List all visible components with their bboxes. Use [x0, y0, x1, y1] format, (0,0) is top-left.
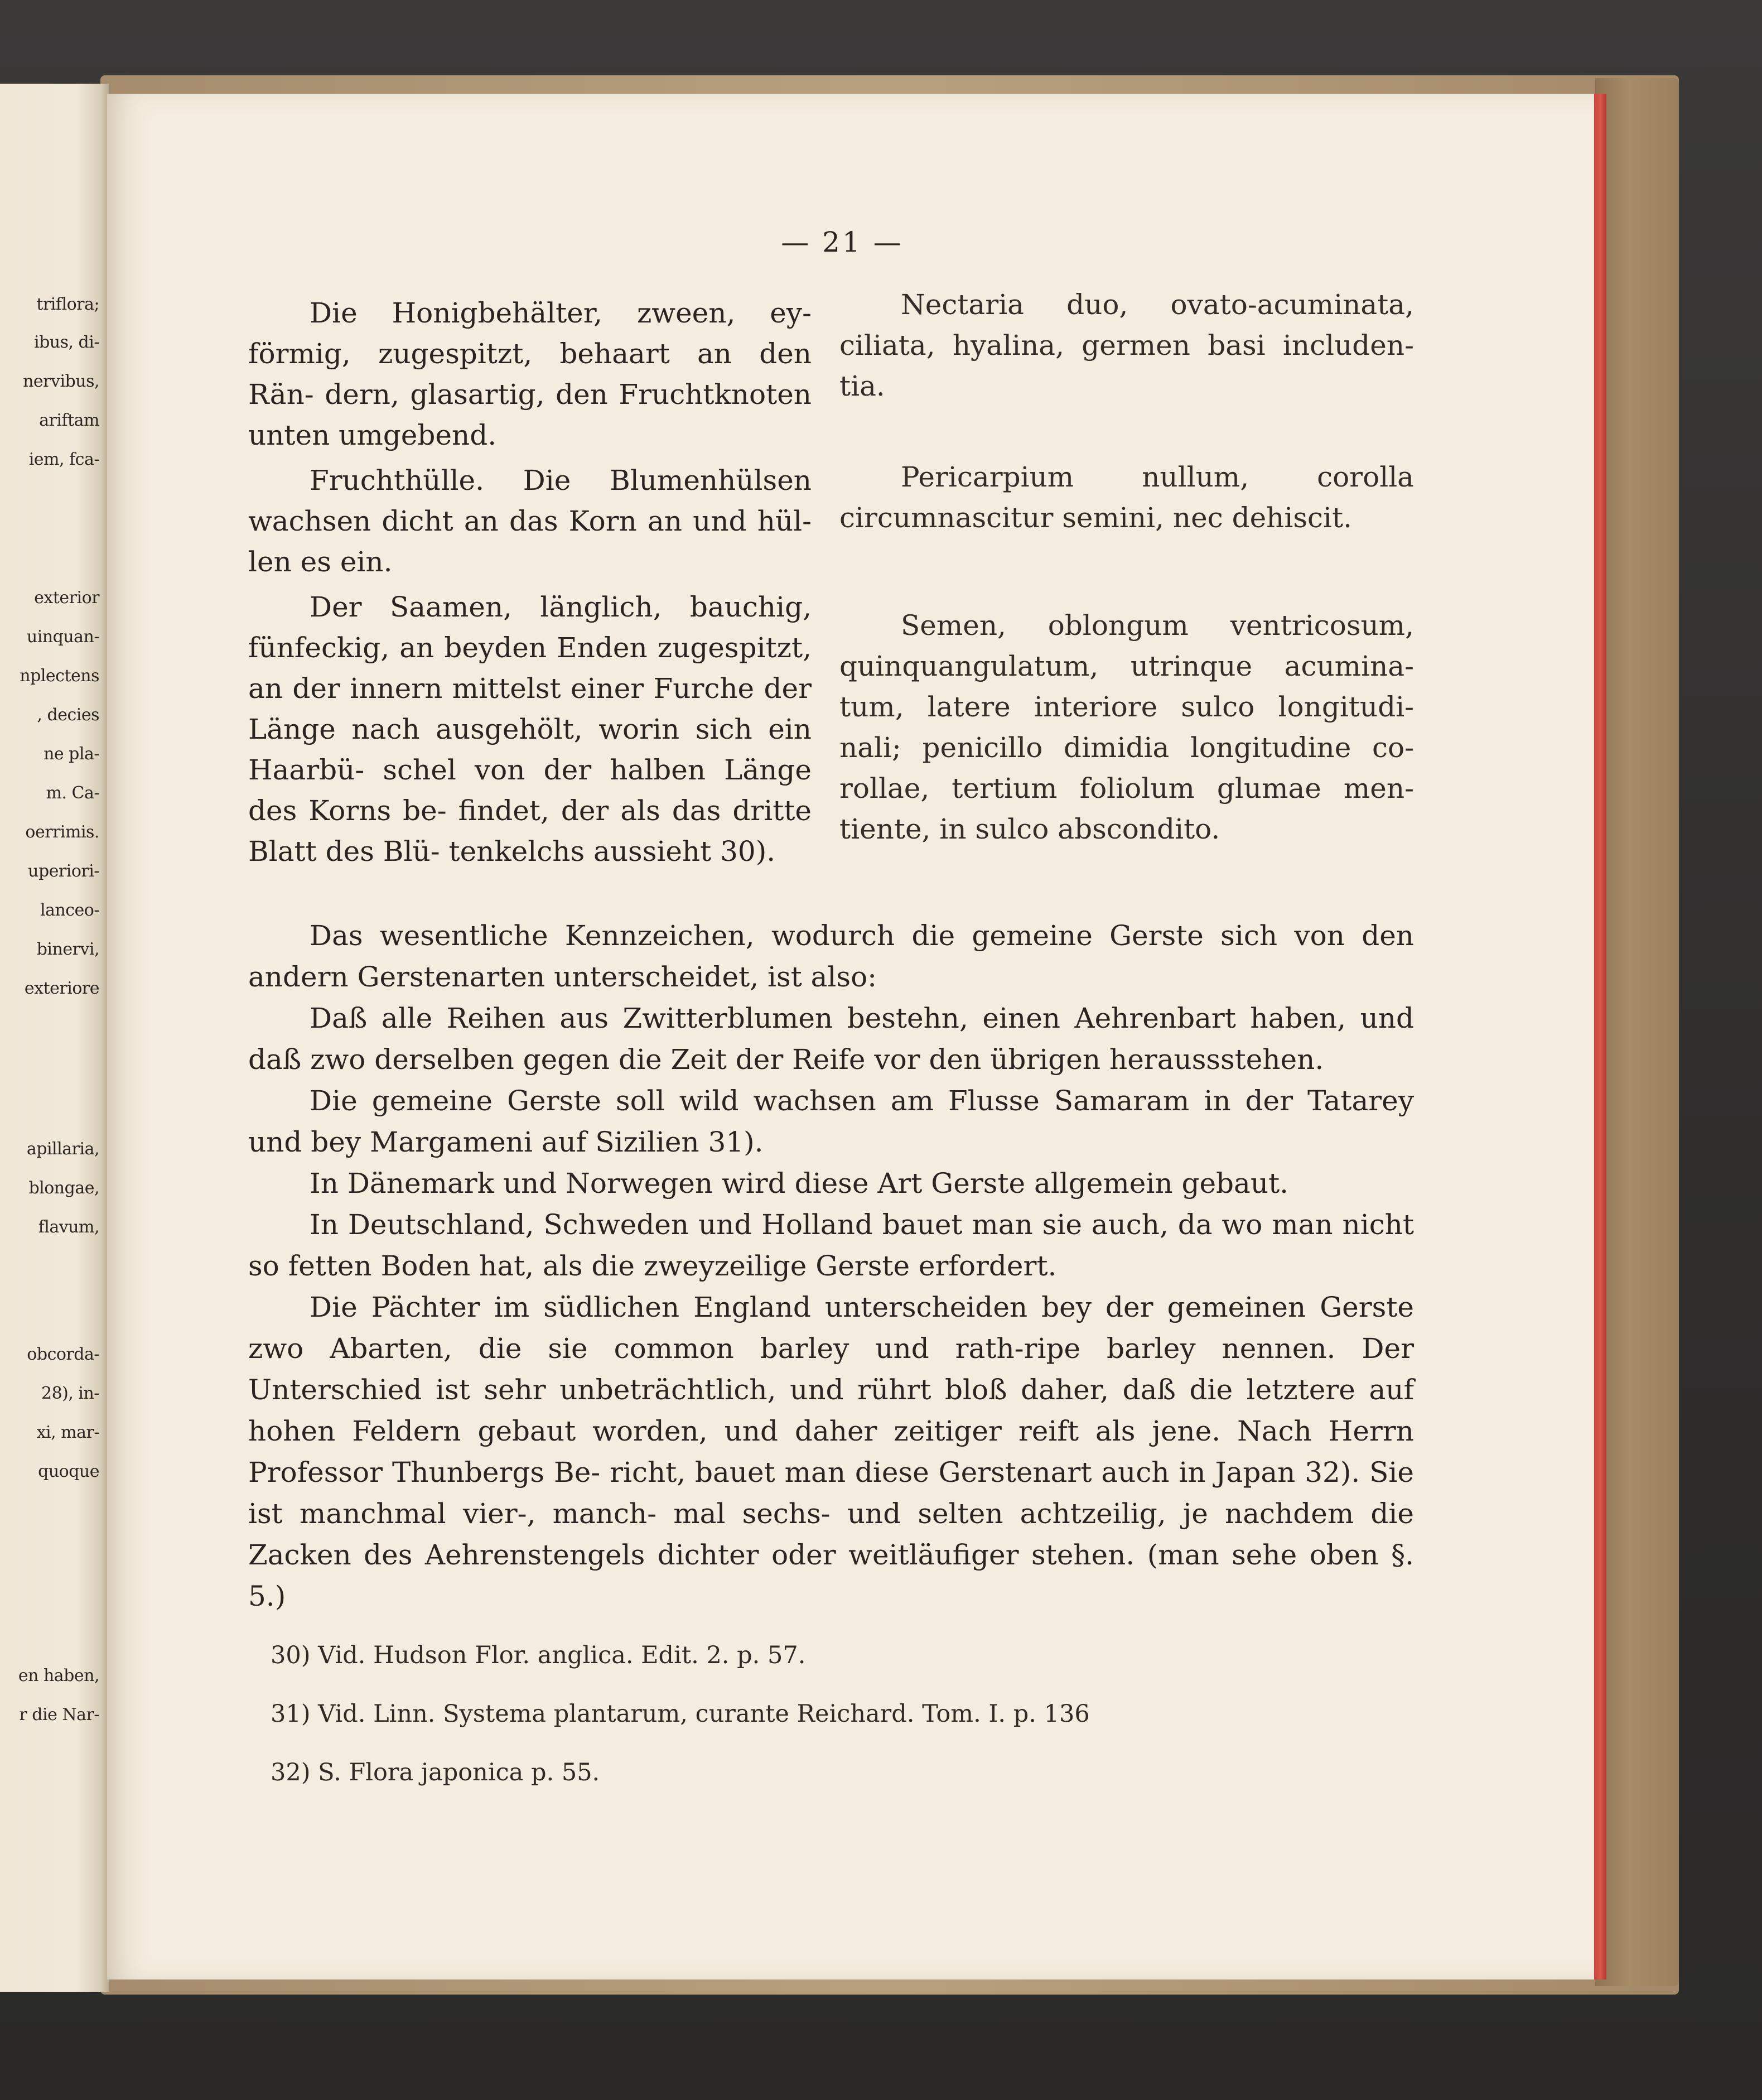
- left-fragment: nplectens: [20, 666, 99, 686]
- previous-page-edge: [0, 84, 110, 1992]
- left-fragment: m. Ca-: [46, 783, 99, 803]
- left-fragment: lanceo-: [40, 900, 99, 920]
- left-fragment: en haben,: [18, 1666, 99, 1685]
- left-fragment: r die Nar-: [19, 1705, 99, 1725]
- left-fragment: uinquan-: [26, 627, 99, 647]
- latin-paragraph-pericarpium: Pericarpium nullum, corolla circumnascitur semini, nec dehiscit.: [839, 461, 1414, 534]
- left-fragment: triflora;: [36, 295, 99, 314]
- german-paragraph-nectaries: Die Honigbehälter, zween, ey- förmig, zugespitzt, behaart an den Rän- dern, glasartig, den Fruchtknoten unten umgebend.: [248, 297, 812, 451]
- footnote-31: 31) Vid. Linn. Systema plantarum, curante Reichard. Tom. I. p. 136: [271, 1700, 1090, 1728]
- footnote-32: 32) S. Flora japonica p. 55.: [271, 1759, 600, 1786]
- left-fragment: ibus, di-: [33, 333, 99, 352]
- latin-paragraph-nectaria: Nectaria duo, ovato-acuminata, ciliata, hyalina, germen basi includen- tia.: [839, 288, 1414, 402]
- latin-paragraph-semen: Semen, oblongum ventricosum, quinquangulatum, utrinque acumina- tum, latere interiore sulco longitudi- nali; penicillo dimidia longitudine co- rollae, tertium foliolum glumae men- tiente, in sulco abscondito.: [839, 609, 1414, 845]
- footnotes: [271, 1626, 1386, 1802]
- footnote-30: 30) Vid. Hudson Flor. anglica. Edit. 2. p. 57.: [271, 1641, 806, 1669]
- left-fragment: obcorda-: [27, 1345, 99, 1364]
- german-paragraph-pericarp: Fruchthülle. Die Blumenhülsen wachsen dicht an das Korn an und hül- len es ein.: [248, 464, 812, 578]
- left-fragment: quoque: [38, 1462, 99, 1481]
- left-fragment: ariftam: [39, 411, 99, 430]
- body-paragraph: Die gemeine Gerste soll wild wachsen am Flusse Samaram in der Tatarey und bey Margameni auf Sizilien 31).: [248, 1085, 1414, 1158]
- left-fragment: binervi,: [36, 940, 99, 959]
- body-paragraph: In Deutschland, Schweden und Holland bauet man sie auch, da wo man nicht so fetten Boden hat, als die zweyzeilige Gerste erfordert.: [248, 1208, 1414, 1282]
- book-cover-edge: [1595, 78, 1679, 1986]
- page-red-edge: [1594, 94, 1606, 1979]
- left-fragment: flavum,: [38, 1217, 99, 1237]
- body-paragraph: Das wesentliche Kennzeichen, wodurch die gemeine Gerste sich von den andern Gerstenarten unterscheidet, ist also:: [248, 919, 1414, 993]
- page-number: — 21 —: [781, 226, 904, 258]
- left-fragment: nervibus,: [23, 372, 99, 391]
- left-fragment: 28), in-: [41, 1384, 99, 1403]
- left-fragment: xi, mar-: [36, 1423, 99, 1442]
- left-fragment: exterior: [34, 588, 99, 608]
- body-paragraph: Die Pächter im südlichen England unterscheiden bey der gemeinen Gerste zwo Abarten, die sie common barley und rath-ripe barley nennen. Der Unterschied ist sehr unbeträchtlich, und rührt bloß daher, daß die letztere auf hohen Feldern gebaut worden, und daher zeitiger reift als jene. Nach Herrn Professor Thunbergs Be- richt, bauet man diese Gerstenart auch in Japan 32). Sie ist manchmal vier-, manch- mal sechs- und selten achtzeilig, je nachdem die Zacken des Aehrenstengels dichter oder weitläufiger stehen. (man sehe oben §. 5.): [248, 1291, 1414, 1612]
- body-paragraph: In Dänemark und Norwegen wird diese Art Gerste allgemein gebaut.: [310, 1167, 1289, 1200]
- left-fragment: ne pla-: [44, 744, 99, 764]
- left-fragment: , decies: [37, 705, 99, 725]
- latin-description-column: [839, 285, 1414, 850]
- german-paragraph-seed: Der Saamen, länglich, bauchig, fünfeckig, an beyden Enden zugespitzt, an der innern mittelst einer Furche der Länge nach ausgehölt, worin sich ein Haarbü- schel von der halben Länge des Korns be- findet, der als das dritte Blatt des Blü- tenkelchs aussieht 30).: [248, 591, 812, 868]
- left-fragment: oerrimis.: [25, 822, 99, 842]
- left-fragment: apillaria,: [26, 1139, 99, 1159]
- body-paragraph: Daß alle Reihen aus Zwitterblumen bestehn, einen Aehrenbart haben, und daß zwo derselben gegen die Zeit der Reife vor den übrigen heraussstehen.: [248, 1002, 1414, 1076]
- left-fragment: exteriore: [24, 979, 99, 998]
- german-description-column: [248, 293, 812, 872]
- main-text-block: [248, 915, 1414, 1617]
- left-fragment: uperiori-: [28, 861, 99, 881]
- left-fragment: iem, fca-: [28, 450, 99, 469]
- left-fragment: blongae,: [28, 1178, 99, 1198]
